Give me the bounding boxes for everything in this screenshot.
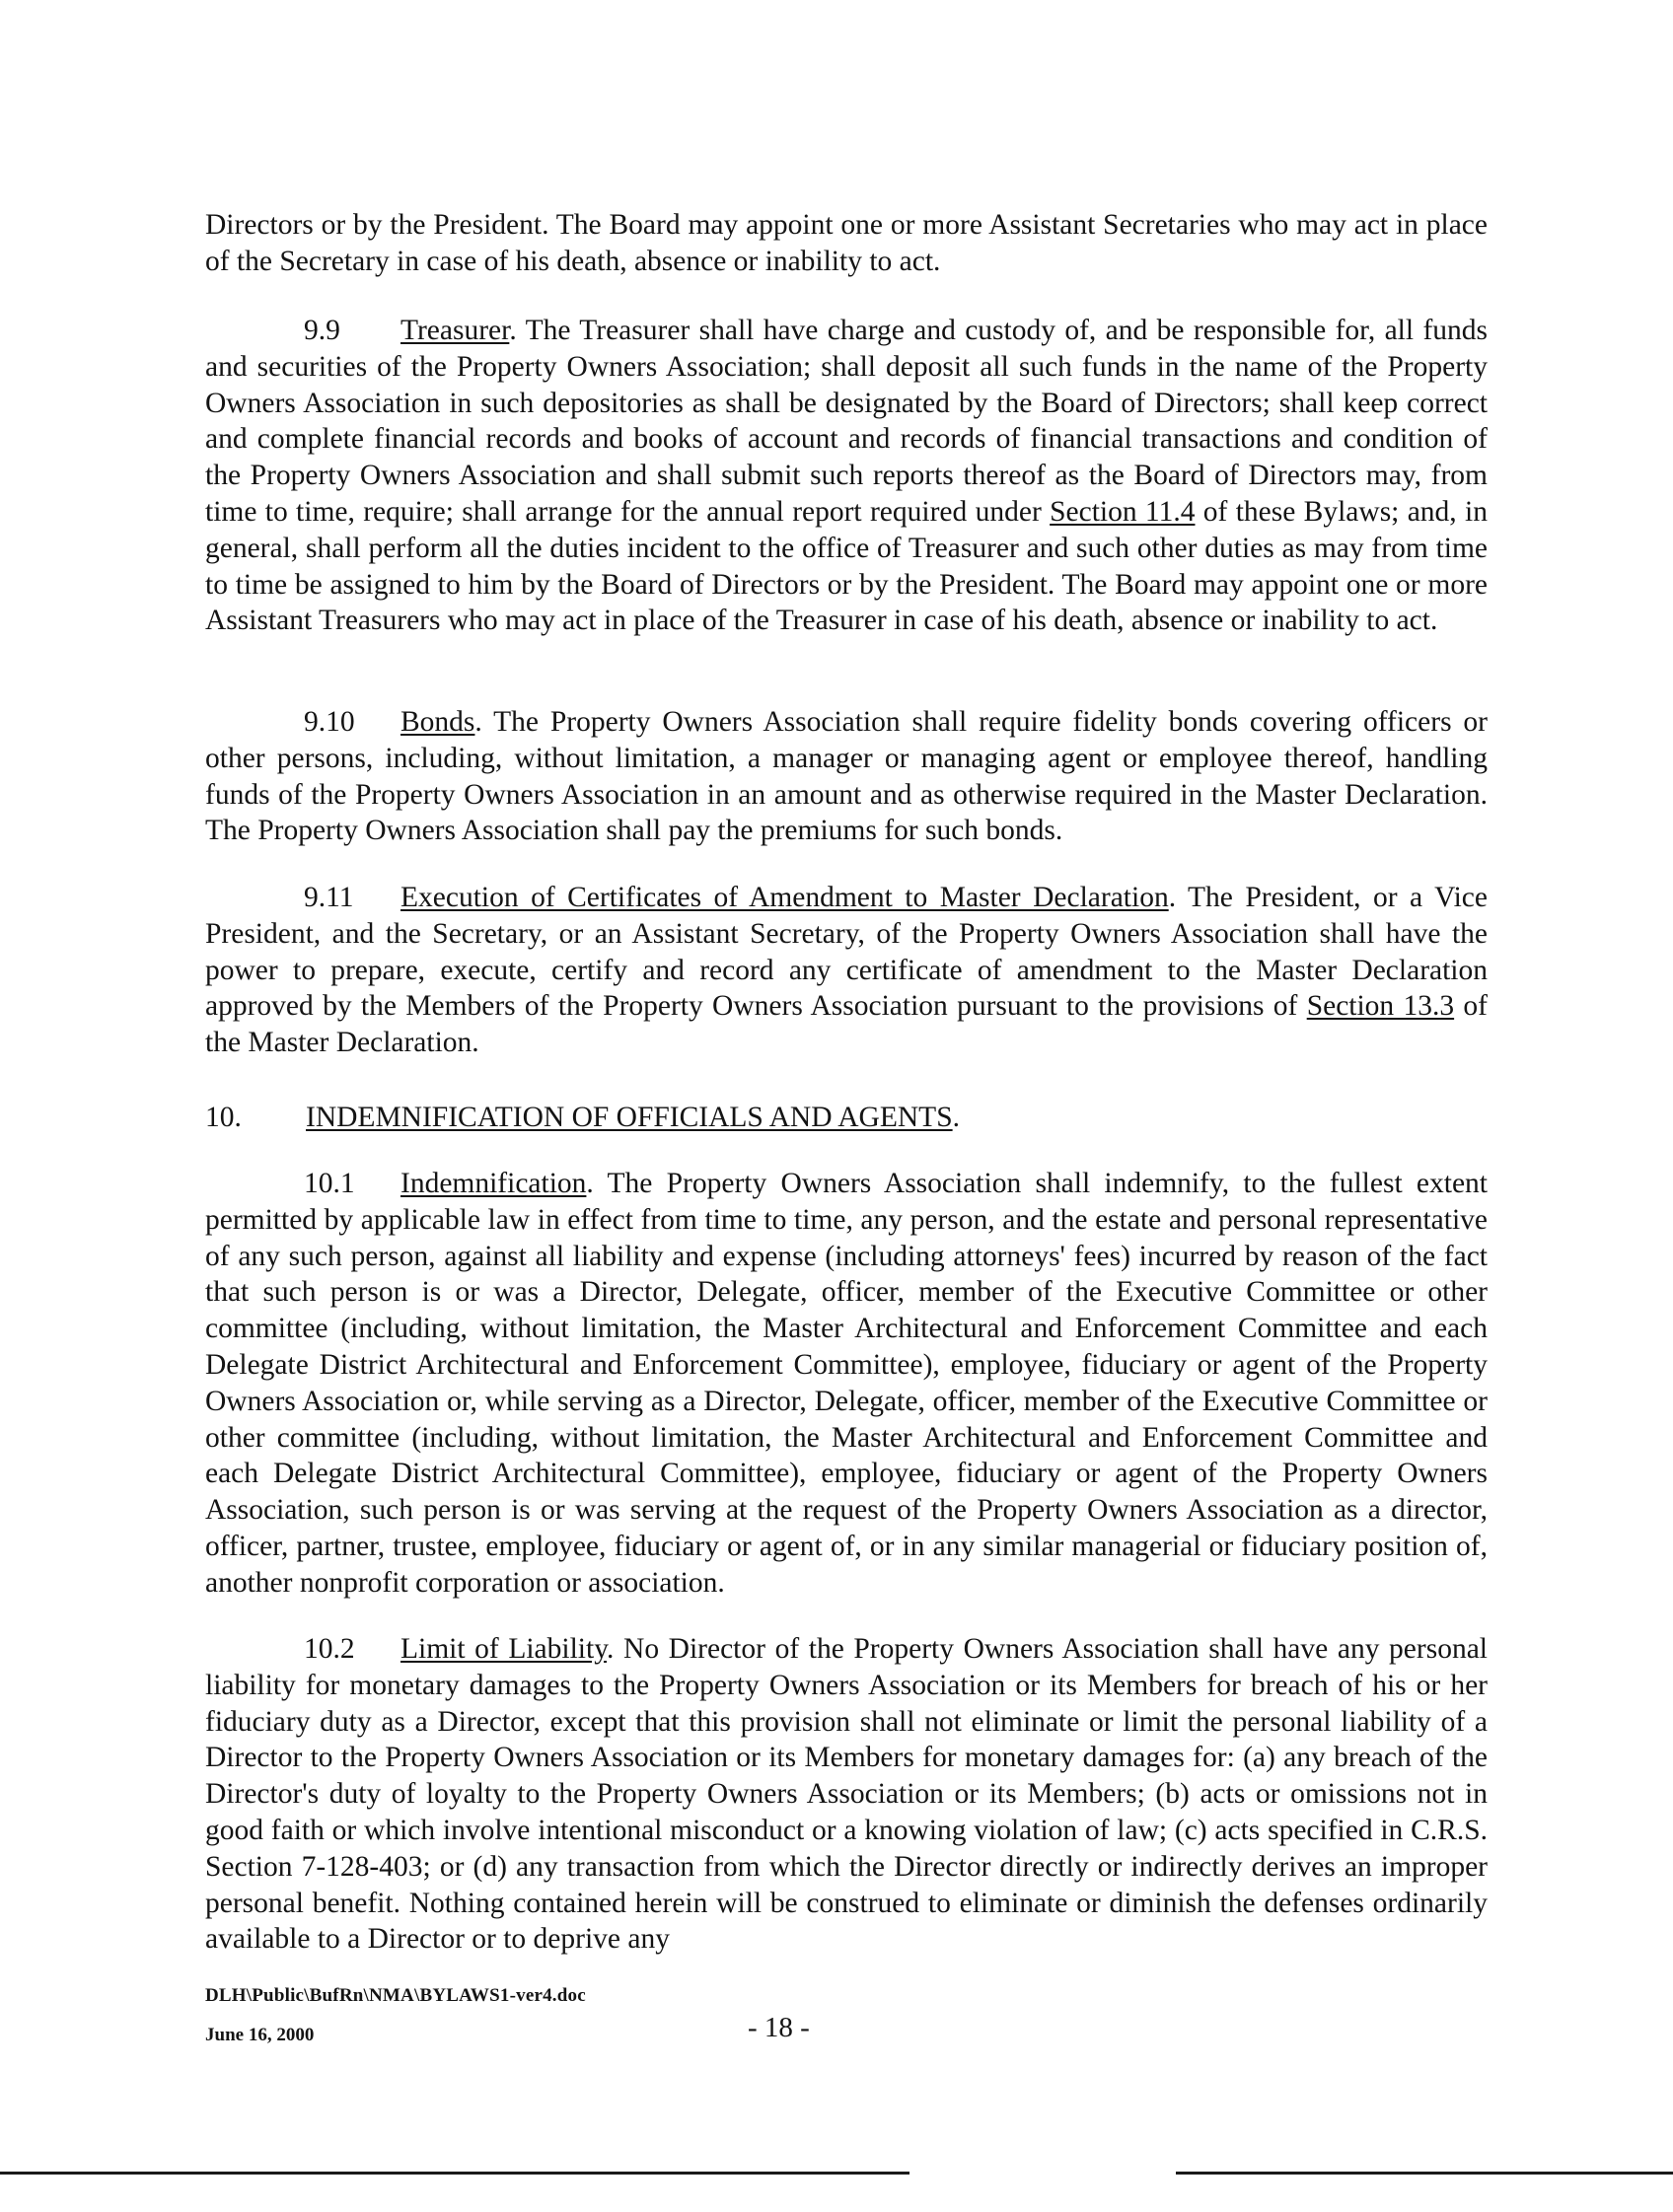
bottom-rule-right — [1176, 2172, 1673, 2175]
section-9-10 — [205, 704, 1488, 849]
footer-date: June 16, 2000 — [205, 2025, 315, 2045]
section-title: Treasurer — [400, 315, 510, 346]
section-body: of these Bylaws; and, in general, shall perform all the duties incident to the office of Treasurer and such other duties as may from time to time be assigned to him by the Board of Directors or by the President. The Board may appoint one or more Assistant Treasurers who may act in place of the Treasurer in case of his death, absence or inability to act. — [205, 495, 1488, 637]
section-body: . The Treasurer shall have charge and custody of, and be responsible for, all funds and securities of the Property Owners Association; shall deposit all such funds in the name of the Property Owners Association in such depositories as shall be designated by the Board of Directors; shall keep correct and complete financial records and books of account and records of financial transactions and condition of the Property Owners Association and shall submit such reports thereof as the Board of Directors may, from time to time, require; shall arrange for the annual report required under — [205, 315, 1488, 528]
section-number: 9.10 — [304, 706, 355, 738]
section-number: 10.2 — [304, 1633, 355, 1665]
section-body: of the Master Declaration. — [205, 990, 1488, 1059]
intro-paragraph — [205, 207, 1488, 280]
section-title: Indemnification — [400, 1168, 587, 1199]
section-10-1 — [205, 1166, 1488, 1602]
section-body: . The President, or a Vice President, and the Secretary, or an Assistant Secretary, of the Property Owners Association shall have the power to prepare, execute, certify and record any certificate of amendment to the Master Declaration approved by the Members of the Property Owners Association pursuant to the provisions of — [205, 882, 1488, 1023]
section-title: Bonds — [400, 706, 475, 738]
section-reference: Section 11.4 — [1050, 495, 1196, 528]
article-10-heading — [205, 1100, 960, 1136]
bottom-rule-left — [0, 2172, 909, 2175]
section-number: 9.9 — [304, 315, 340, 346]
section-number: 10.1 — [304, 1168, 355, 1199]
article-number: 10. — [205, 1102, 242, 1133]
section-10-2 — [205, 1631, 1488, 1958]
article-title: INDEMNIFICATION OF OFFICIALS AND AGENTS — [306, 1102, 953, 1133]
section-number: 9.11 — [304, 882, 354, 913]
section-body: . The Property Owners Association shall require fidelity bonds covering officers or other persons, including, without limitation, a manager or managing agent or employee thereof, handling funds of the Property Owners Association in an amount and as otherwise required in the Master Declaration. The Property Owners Association shall pay the premiums for such bonds. — [205, 706, 1488, 847]
section-title: Limit of Liability — [400, 1633, 608, 1665]
footer-file-path: DLH\Public\BufRn\NMA\BYLAWS1-ver4.doc — [205, 1985, 586, 2006]
page-number: - 18 - — [748, 2012, 810, 2043]
section-title: Execution of Certificates of Amendment to Master Declaration — [400, 882, 1169, 913]
article-title-period: . — [952, 1102, 960, 1133]
section-9-11 — [205, 880, 1488, 1061]
section-reference: Section 13.3 — [1306, 990, 1455, 1023]
section-body: . The Property Owners Association shall indemnify, to the fullest extent permitted by applicable law in effect from time to time, any person, and the estate and personal representative of any such person, against all liability and expense (including attorneys' fees) incurred by reason of the fact that such person is or was a Director, Delegate, officer, member of the Executive Committee or other committee (including, without limitation, the Master Architectural and Enforcement Committee and each Delegate District Architectural and Enforcement Committee), employee, fiduciary or agent of the Property Owners Association or, while serving as a Director, Delegate, officer, member of the Executive Committee or other committee (including, without limitation, the Master Architectural and Enforcement Committee and each Delegate District Architectural Committee), employee, fiduciary or agent of the Property Owners Association, such person is or was serving at the request of the Property Owners Association as a director, officer, partner, trustee, employee, fiduciary or agent of, or in any similar managerial or fiduciary position of, another nonprofit corporation or association. — [205, 1168, 1488, 1599]
section-body: . No Director of the Property Owners Association shall have any personal liability for monetary damages to the Property Owners Association or its Members for breach of his or her fiduciary duty as a Director, except that this provision shall not eliminate or limit the personal liability of a Director to the Property Owners Association or its Members for monetary damages for: (a) any breach of the Director's duty of loyalty to the Property Owners Association or its Members; (b) acts or omissions not in good faith or which involve intentional misconduct or a knowing violation of law; (c) acts specified in C.R.S. Section 7-128-403; or (d) any transaction from which the Director directly or indirectly derives an improper personal benefit. Nothing contained herein will be construed to eliminate or diminish the defenses ordinarily available to a Director or to deprive any — [205, 1633, 1488, 1956]
intro-text: Directors or by the President. The Board may appoint one or more Assistant Secretaries who may act in place of the Secretary in case of his death, absence or inability to act. — [205, 209, 1488, 277]
section-9-9 — [205, 313, 1488, 639]
